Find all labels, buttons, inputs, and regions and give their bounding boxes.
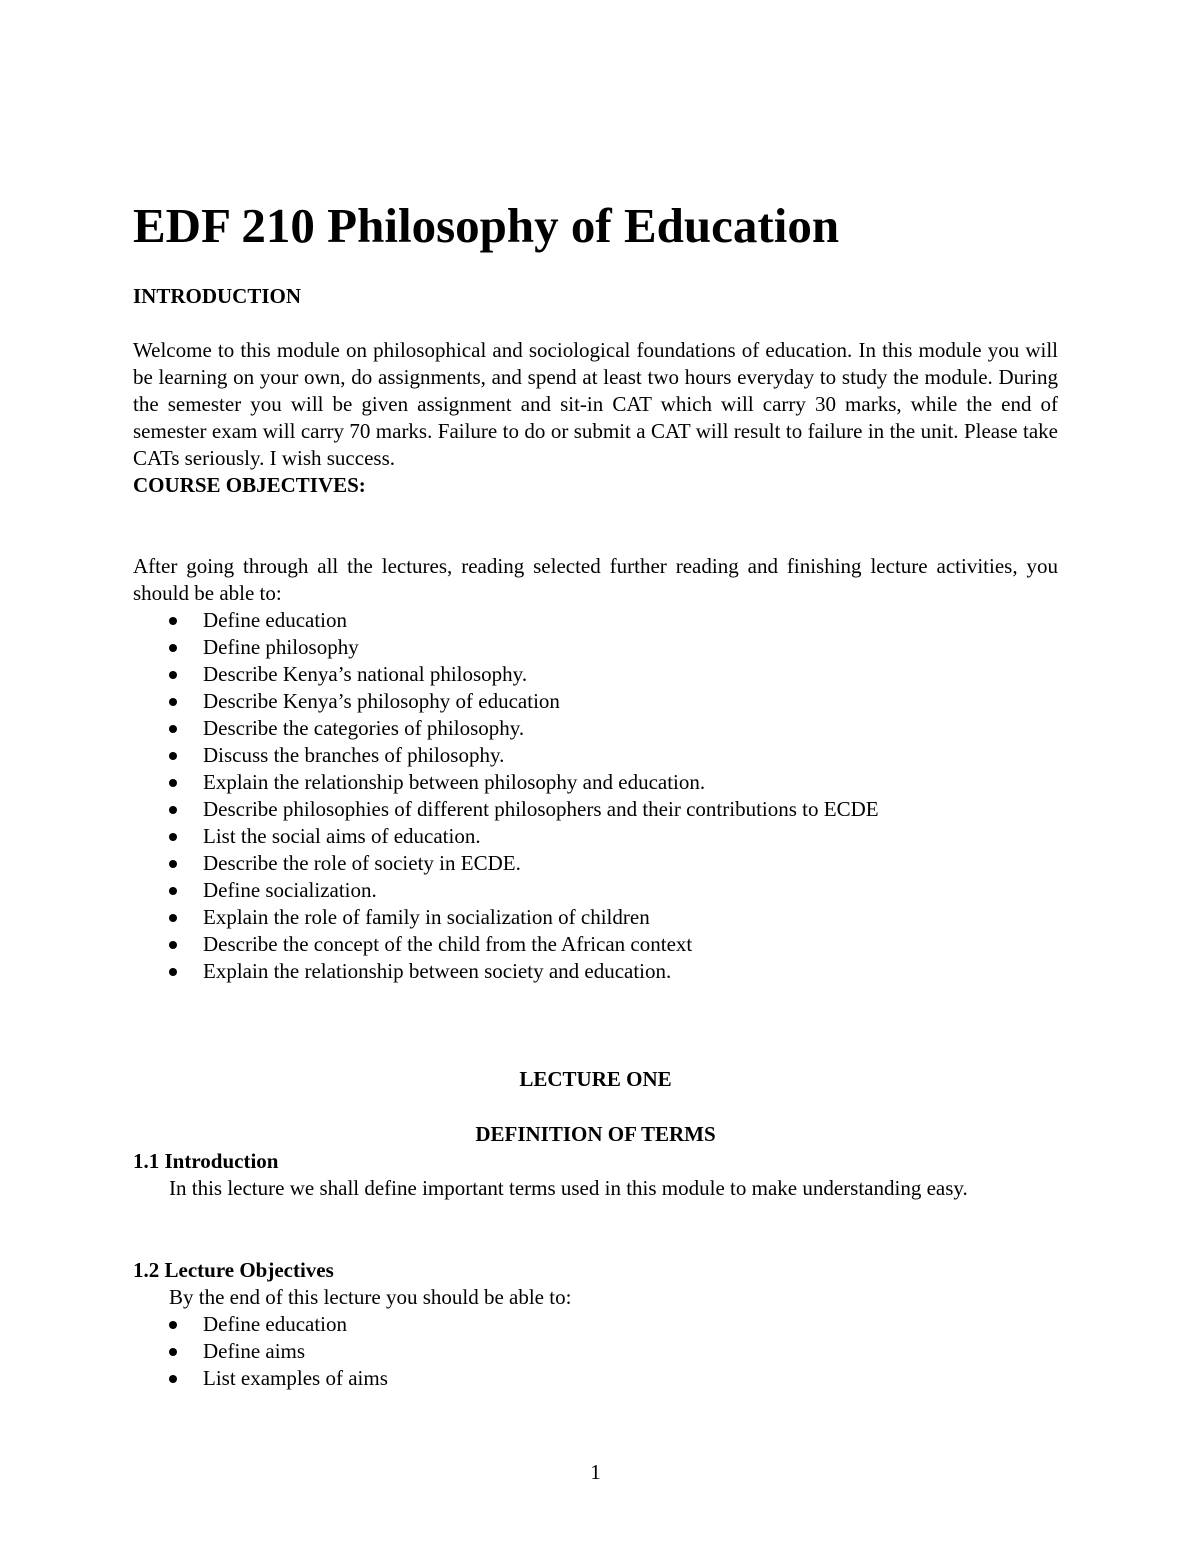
list-item xyxy=(133,634,1058,661)
list-item-text: Define education xyxy=(203,1312,348,1336)
bullet-icon xyxy=(169,752,177,760)
bullet-icon xyxy=(169,1321,177,1329)
list-item xyxy=(133,1365,1058,1392)
bullet-icon xyxy=(169,1375,177,1383)
introduction-section xyxy=(133,283,1058,310)
list-item xyxy=(133,823,1058,850)
list-item-text: Define philosophy xyxy=(203,635,359,659)
lecture-heading: LECTURE ONE xyxy=(519,1067,672,1091)
bullet-icon xyxy=(169,779,177,787)
list-item-text: Describe philosophies of different philosophers and their contributions to ECDE xyxy=(203,797,879,821)
section-1-2-heading: 1.2 Lecture Objectives xyxy=(133,1258,334,1282)
bullet-icon xyxy=(169,1348,177,1356)
bullet-icon xyxy=(169,617,177,625)
list-item xyxy=(133,742,1058,769)
bullet-icon xyxy=(169,833,177,841)
bullet-icon xyxy=(169,725,177,733)
list-item-text: List examples of aims xyxy=(203,1366,388,1390)
list-item-text: Describe the categories of philosophy. xyxy=(203,716,525,740)
list-item-text: Describe Kenya’s national philosophy. xyxy=(203,662,528,686)
section-1-1-heading: 1.1 Introduction xyxy=(133,1149,279,1173)
bullet-icon xyxy=(169,860,177,868)
list-item-text: Explain the relationship between society and education. xyxy=(203,959,672,983)
bullet-icon xyxy=(169,941,177,949)
list-item-text: Discuss the branches of philosophy. xyxy=(203,743,505,767)
introduction-heading: INTRODUCTION xyxy=(133,284,302,308)
document-title: EDF 210 Philosophy of Education xyxy=(133,198,840,253)
list-item xyxy=(133,607,1058,634)
lecture-one-section xyxy=(133,1121,1058,1202)
list-item-text: List the social aims of education. xyxy=(203,824,481,848)
list-item xyxy=(133,904,1058,931)
list-item-text: Explain the role of family in socialization of children xyxy=(203,905,650,929)
list-item-text: Describe the concept of the child from the African context xyxy=(203,932,693,956)
bullet-icon xyxy=(169,968,177,976)
list-item-text: Define education xyxy=(203,608,348,632)
list-item xyxy=(133,877,1058,904)
list-item xyxy=(133,1311,1058,1338)
list-item-text: Describe the role of society in ECDE. xyxy=(203,851,521,875)
document-page xyxy=(133,0,1058,1553)
lecture-objectives-list xyxy=(133,1311,1058,1392)
page-number: 1 xyxy=(590,1460,601,1484)
introduction-body xyxy=(133,337,1058,499)
introduction-paragraph: Welcome to this module on philosophical and sociological foundations of education. In this module you will be learning on your own, do assignments, and spend at least two hours everyday to study the module. During the semester you will be given assignment and sit-in CAT which will carry 30 marks, while the end of semester exam will carry 70 marks. Failure to do or submit a CAT will result to failure in the unit. Please take CATs seriously. I wish success. xyxy=(133,338,1058,470)
lecture-subheading: DEFINITION OF TERMS xyxy=(475,1122,716,1146)
course-objectives-section xyxy=(133,553,1058,985)
list-item xyxy=(133,958,1058,985)
bullet-icon xyxy=(169,914,177,922)
section-1-2 xyxy=(133,1257,1058,1392)
list-item xyxy=(133,796,1058,823)
bullet-icon xyxy=(169,671,177,679)
list-item xyxy=(133,1338,1058,1365)
course-objectives-heading: COURSE OBJECTIVES: xyxy=(133,473,366,497)
list-item-text: Define socialization. xyxy=(203,878,377,902)
list-item xyxy=(133,688,1058,715)
course-objectives-intro: After going through all the lectures, reading selected further reading and finishing lecture activities, you should be able to: xyxy=(133,554,1058,605)
list-item xyxy=(133,715,1058,742)
list-item xyxy=(133,850,1058,877)
section-1-2-intro: By the end of this lecture you should be able to: xyxy=(169,1285,572,1309)
bullet-icon xyxy=(169,698,177,706)
list-item xyxy=(133,931,1058,958)
bullet-icon xyxy=(169,887,177,895)
list-item-text: Describe Kenya’s philosophy of education xyxy=(203,689,560,713)
list-item-text: Define aims xyxy=(203,1339,306,1363)
course-objectives-list xyxy=(133,607,1058,985)
section-1-1-text: In this lecture we shall define important terms used in this module to make understanding easy. xyxy=(169,1176,968,1200)
bullet-icon xyxy=(169,644,177,652)
bullet-icon xyxy=(169,806,177,814)
list-item xyxy=(133,661,1058,688)
lecture-heading-block xyxy=(133,1066,1058,1093)
list-item xyxy=(133,769,1058,796)
list-item-text: Explain the relationship between philosophy and education. xyxy=(203,770,706,794)
